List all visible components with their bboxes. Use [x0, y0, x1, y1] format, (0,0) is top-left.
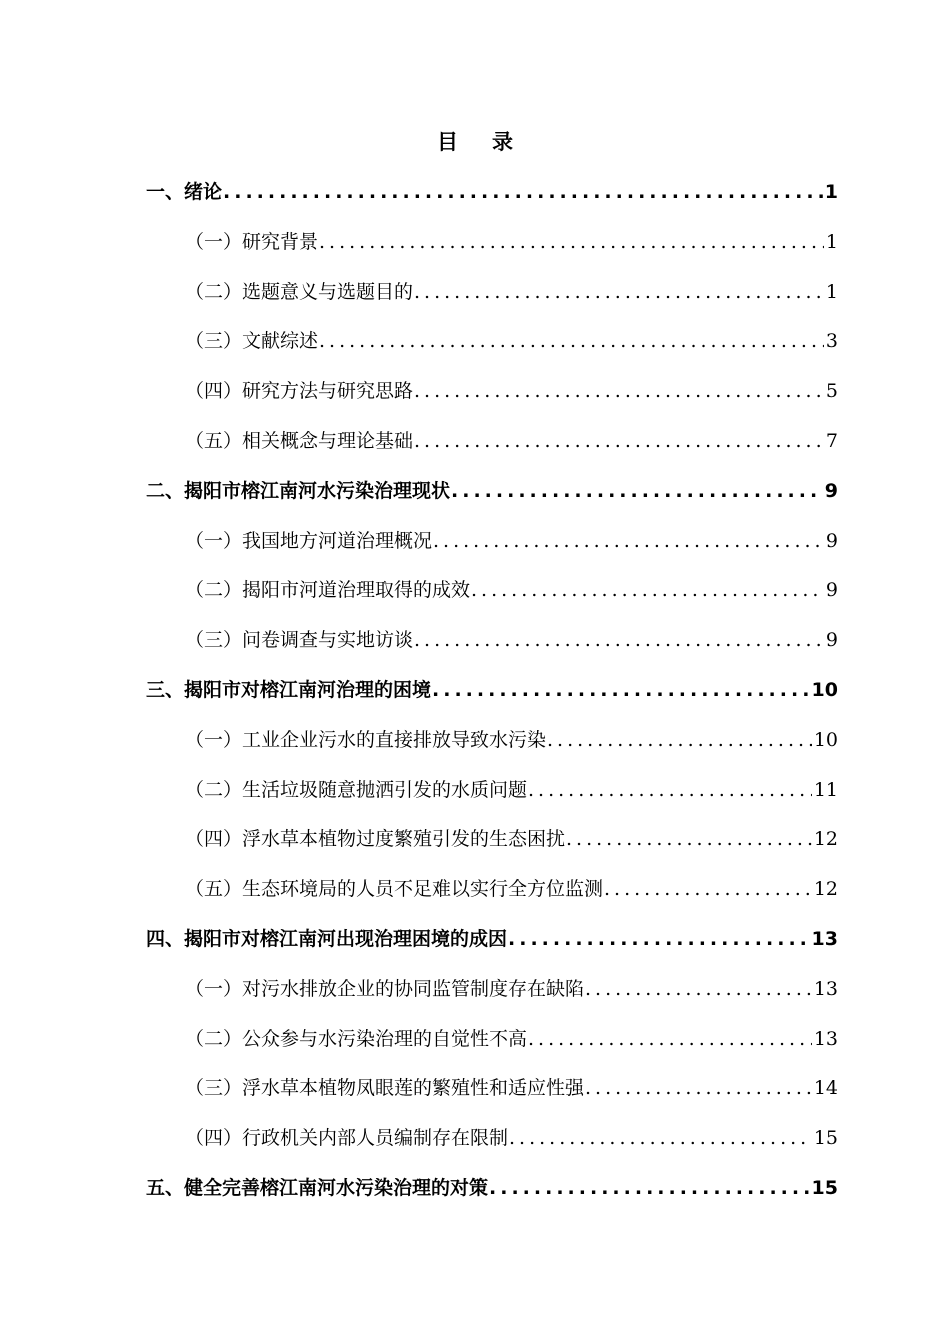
toc-dot-leader: [414, 624, 824, 656]
toc-entry-label: （四）浮水草本植物过度繁殖引发的生态困扰: [185, 828, 566, 851]
toc-page-number: 15: [813, 1127, 838, 1150]
toc-page-number: 10: [813, 728, 838, 751]
toc-page-number: 15: [811, 1177, 838, 1199]
toc-dot-leader: [489, 1172, 810, 1204]
toc-entry-label: 五、健全完善榕江南河水污染治理的对策: [146, 1177, 489, 1199]
toc-dot-leader: [604, 873, 812, 905]
toc-page-number: 9: [825, 629, 838, 652]
toc-page-number: 9: [825, 529, 838, 552]
toc-dot-leader: [414, 276, 824, 308]
toc-chapter-entry[interactable]: [146, 1172, 838, 1204]
toc-page-number: 9: [824, 479, 838, 502]
toc-entry-label: 三、揭阳市对榕江南河治理的困境: [146, 679, 432, 701]
toc-title: [0, 124, 950, 160]
toc-chapter-entry[interactable]: [146, 923, 838, 955]
toc-page-number: 13: [813, 1027, 838, 1050]
toc-section-entry[interactable]: [185, 724, 838, 756]
toc-section-entry[interactable]: [185, 973, 838, 1005]
toc-section-entry[interactable]: [185, 425, 838, 457]
toc-dot-leader: [585, 973, 812, 1005]
toc-dot-leader: [223, 176, 823, 208]
toc-dot-leader: [471, 574, 824, 606]
toc-section-entry[interactable]: [185, 774, 838, 806]
toc-title-right: 录: [492, 129, 513, 154]
toc-entry-label: （五）相关概念与理论基础: [185, 430, 414, 452]
toc-entry-label: 一、绪论: [146, 181, 223, 203]
toc-dot-leader: [432, 674, 810, 706]
toc-dot-leader: [451, 475, 823, 507]
toc-section-entry[interactable]: [185, 1023, 838, 1055]
toc-entry-label: （二）生活垃圾随意抛洒引发的水质问题: [185, 778, 528, 801]
toc-entry-label: （四）研究方法与研究思路: [185, 380, 414, 403]
toc-page-number: 1: [824, 181, 838, 203]
toc-page-number: 3: [825, 330, 838, 353]
toc-dot-leader: [528, 1023, 812, 1055]
toc-section-entry[interactable]: [185, 525, 838, 557]
toc-entry-label: 四、揭阳市对榕江南河出现治理困境的成因: [146, 928, 508, 950]
toc-section-entry[interactable]: [185, 1072, 838, 1104]
toc-dot-leader: [508, 923, 810, 955]
toc-title-left: 目: [437, 129, 458, 154]
toc-entry-label: （五）生态环境局的人员不足难以实行全方位监测: [185, 878, 604, 901]
toc-dot-leader: [566, 823, 812, 855]
toc-section-entry[interactable]: [185, 325, 838, 357]
toc-page-number: 12: [813, 828, 838, 851]
toc-entry-label: （一）对污水排放企业的协同监管制度存在缺陷: [185, 977, 585, 1000]
toc-section-entry[interactable]: [185, 624, 838, 656]
toc-page-number: 11: [813, 778, 838, 801]
toc-chapter-entry[interactable]: [146, 475, 838, 507]
toc-entry-label: （三）问卷调查与实地访谈: [185, 629, 414, 652]
toc-section-entry[interactable]: [185, 873, 838, 905]
toc-section-entry[interactable]: [185, 823, 838, 855]
toc-entry-label: （一）我国地方河道治理概况: [185, 529, 433, 552]
toc-dot-leader: [414, 375, 824, 407]
toc-page-number: 1: [825, 230, 838, 253]
toc-dot-leader: [319, 325, 824, 357]
toc-entry-label: （一）工业企业污水的直接排放导致水污染: [185, 728, 547, 751]
toc-dot-leader: [414, 425, 824, 457]
toc-entry-label: （一）研究背景: [185, 230, 319, 253]
toc-section-entry[interactable]: [185, 1122, 838, 1154]
toc-page-number: 9: [825, 579, 838, 602]
toc-section-entry[interactable]: [185, 574, 838, 606]
toc-page-number: 10: [811, 679, 838, 701]
toc-dot-leader: [319, 226, 824, 258]
toc-entry-label: （四）行政机关内部人员编制存在限制: [185, 1127, 509, 1150]
toc-dot-leader: [509, 1122, 812, 1154]
toc-entry-label: （三）浮水草本植物凤眼莲的繁殖性和适应性强: [185, 1077, 585, 1100]
toc-entry-label: （三）文献综述: [185, 330, 319, 353]
toc-entry-label: 二、揭阳市榕江南河水污染治理现状: [146, 479, 451, 502]
toc-section-entry[interactable]: [185, 375, 838, 407]
toc-dot-leader: [585, 1072, 812, 1104]
toc-dot-leader: [433, 525, 824, 557]
toc-page-number: 5: [825, 380, 838, 403]
toc-chapter-entry[interactable]: [146, 176, 838, 208]
toc-chapter-entry[interactable]: [146, 674, 838, 706]
toc-section-entry[interactable]: [185, 276, 838, 308]
toc-page-number: 14: [813, 1077, 838, 1100]
toc-dot-leader: [528, 774, 812, 806]
toc-page-number: 13: [813, 977, 838, 1000]
toc-section-entry[interactable]: [185, 226, 838, 258]
toc-page-number: 12: [813, 878, 838, 901]
toc-dot-leader: [547, 724, 812, 756]
toc-entry-label: （二）选题意义与选题目的: [185, 280, 414, 303]
toc-entry-label: （二）公众参与水污染治理的自觉性不高: [185, 1027, 528, 1050]
toc-entry-label: （二）揭阳市河道治理取得的成效: [185, 579, 471, 602]
toc-page-number: 7: [825, 430, 838, 452]
toc-page-number: 13: [811, 928, 838, 950]
toc-page-number: 1: [825, 280, 838, 303]
